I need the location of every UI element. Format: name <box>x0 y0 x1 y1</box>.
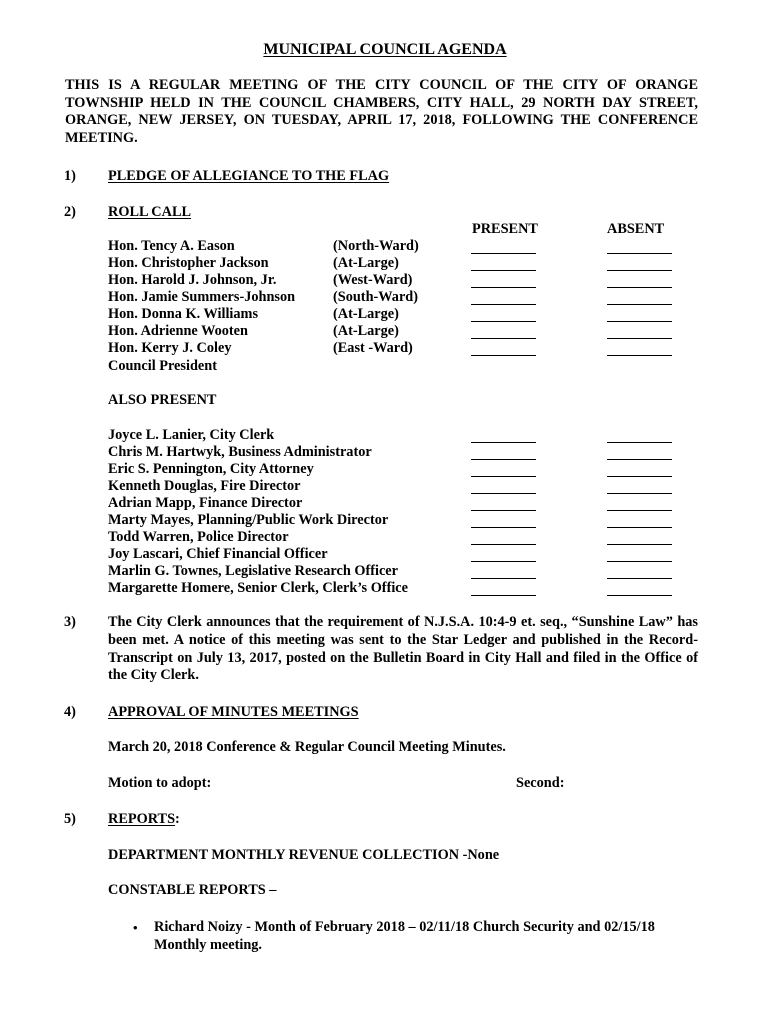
council-member-name: Hon. Kerry J. Coley <box>108 340 232 356</box>
present-blank-line <box>471 561 536 562</box>
council-member-ward: (At-Large) <box>333 323 399 339</box>
absent-blank-line <box>607 595 672 596</box>
present-blank-line <box>471 304 536 305</box>
absent-blank-line <box>607 442 672 443</box>
council-member-ward: (At-Large) <box>333 255 399 271</box>
present-blank-line <box>471 459 536 460</box>
present-blank-line <box>471 287 536 288</box>
document-title: MUNICIPAL COUNCIL AGENDA <box>263 41 507 58</box>
present-blank-line <box>471 476 536 477</box>
staff-member: Adrian Mapp, Finance Director <box>108 495 303 511</box>
council-member-name: Hon. Jamie Summers-Johnson <box>108 289 296 305</box>
absent-blank-line <box>607 510 672 511</box>
staff-member: Todd Warren, Police Director <box>108 529 289 545</box>
absent-blank-line <box>607 459 672 460</box>
section-1-heading: PLEDGE OF ALLEGIANCE TO THE FLAG <box>108 168 390 184</box>
absent-blank-line <box>607 544 672 545</box>
reports-heading-colon: : <box>175 811 180 827</box>
bullet-icon: • <box>133 920 138 935</box>
council-member-ward: (At-Large) <box>333 306 399 322</box>
absent-blank-line <box>607 338 672 339</box>
staff-member: Joy Lascari, Chief Financial Officer <box>108 546 328 562</box>
staff-member: Marlin G. Townes, Legislative Research Officer <box>108 563 399 579</box>
staff-member: Joyce L. Lanier, City Clerk <box>108 427 275 443</box>
absent-blank-line <box>607 253 672 254</box>
section-5-heading <box>108 811 180 828</box>
present-blank-line <box>471 578 536 579</box>
staff-member: Chris M. Hartwyk, Business Administrator <box>108 444 372 460</box>
staff-member: Marty Mayes, Planning/Public Work Director <box>108 512 389 528</box>
council-president-label: Council President <box>108 358 217 374</box>
staff-member: Margarette Homere, Senior Clerk, Clerk’s Office <box>108 580 408 596</box>
section-2-number: 2) <box>64 204 76 220</box>
present-blank-line <box>471 270 536 271</box>
absent-blank-line <box>607 476 672 477</box>
section-3-number: 3) <box>64 614 76 630</box>
present-blank-line <box>471 321 536 322</box>
section-4-heading: APPROVAL OF MINUTES MEETINGS <box>108 704 359 720</box>
council-member-name: Hon. Donna K. Williams <box>108 306 259 322</box>
absent-blank-line <box>607 355 672 356</box>
absent-blank-line <box>607 304 672 305</box>
section-5-number: 5) <box>64 811 76 827</box>
present-blank-line <box>471 253 536 254</box>
staff-member: Eric S. Pennington, City Attorney <box>108 461 314 477</box>
council-member-name: Hon. Harold J. Johnson, Jr. <box>108 272 277 288</box>
council-member-ward: (East -Ward) <box>333 340 413 356</box>
absent-column-header: ABSENT <box>607 221 665 237</box>
present-blank-line <box>471 527 536 528</box>
present-blank-line <box>471 355 536 356</box>
motion-label: Motion to adopt: <box>108 775 212 791</box>
absent-blank-line <box>607 493 672 494</box>
present-blank-line <box>471 442 536 443</box>
absent-blank-line <box>607 578 672 579</box>
section-2-heading: ROLL CALL <box>108 204 192 220</box>
sunshine-law-notice: The City Clerk announces that the requirement of N.J.S.A. 10:4-9 et. seq., “Sunshine Law” has been met. A notice of this meeting was sent to the Star Ledger and published in the Record-Transcript on July 13, 2017, posted on the Bulletin Board in City Hall and filed in the Office of the City Clerk. <box>108 614 698 684</box>
staff-member: Kenneth Douglas, Fire Director <box>108 478 301 494</box>
absent-blank-line <box>607 287 672 288</box>
council-member-name: Hon. Tency A. Eason <box>108 238 235 254</box>
absent-blank-line <box>607 270 672 271</box>
council-member-name: Hon. Adrienne Wooten <box>108 323 248 339</box>
council-member-name: Hon. Christopher Jackson <box>108 255 269 271</box>
present-blank-line <box>471 493 536 494</box>
section-4-number: 4) <box>64 704 76 720</box>
constable-reports-heading: CONSTABLE REPORTS – <box>108 882 277 898</box>
absent-blank-line <box>607 527 672 528</box>
present-blank-line <box>471 510 536 511</box>
council-member-ward: (South-Ward) <box>333 289 418 305</box>
absent-blank-line <box>607 321 672 322</box>
present-column-header: PRESENT <box>472 221 538 237</box>
second-label: Second: <box>516 775 565 791</box>
constable-report-item: Richard Noizy - Month of February 2018 – 02/11/18 Church Security and 02/15/18 Monthly meeting. <box>154 919 655 953</box>
reports-heading-text: REPORTS <box>108 811 176 827</box>
minutes-item: March 20, 2018 Conference & Regular Council Meeting Minutes. <box>108 739 506 755</box>
present-blank-line <box>471 595 536 596</box>
also-present-heading: ALSO PRESENT <box>108 392 217 408</box>
council-member-ward: (West-Ward) <box>333 272 413 288</box>
section-1-number: 1) <box>64 168 76 184</box>
absent-blank-line <box>607 561 672 562</box>
meeting-intro: THIS IS A REGULAR MEETING OF THE CITY COUNCIL OF THE CITY OF ORANGE TOWNSHIP HELD IN THE COUNCIL CHAMBERS, CITY HALL, 29 NORTH DAY STREET, ORANGE, NEW JERSEY, ON TUESDAY, APRIL 17, 2018, FOLLOWING THE CONFERENCE MEETING. <box>65 77 698 146</box>
council-member-ward: (North-Ward) <box>333 238 419 254</box>
present-blank-line <box>471 544 536 545</box>
department-revenue-item: DEPARTMENT MONTHLY REVENUE COLLECTION -None <box>108 847 500 863</box>
present-blank-line <box>471 338 536 339</box>
